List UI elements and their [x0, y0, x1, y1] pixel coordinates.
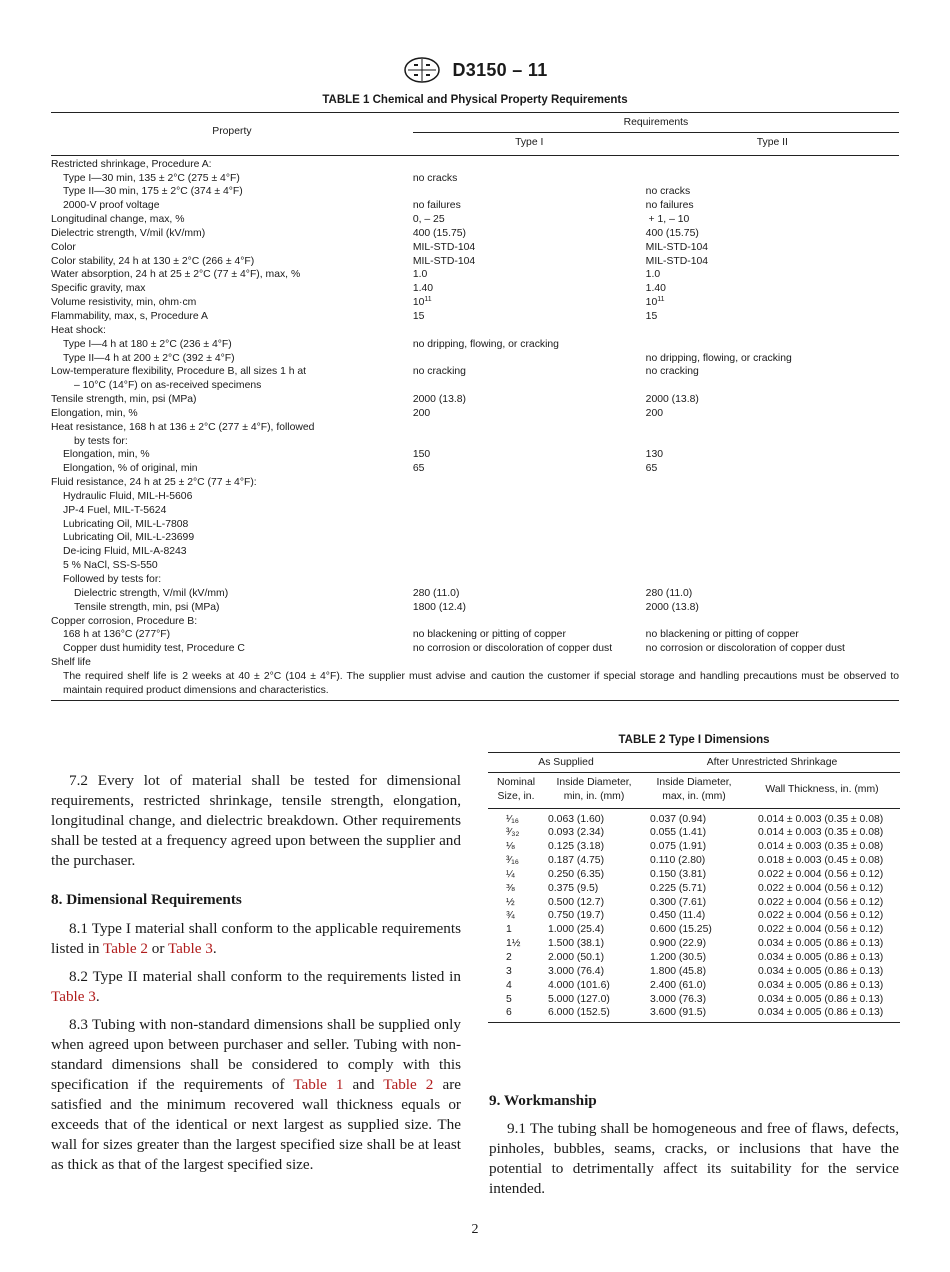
table1-shelf-life-note: The required shelf life is 2 weeks at 40 ± 2°C (104 ± 4°F). The supplier must advise and caution the customer if special storage and handling precautions must be observed to maintain required product dimensions and characteristics.: [51, 670, 899, 700]
table1-cell-type2: no dripping, flowing, or cracking: [645, 352, 792, 364]
right-column: [489, 1091, 899, 1199]
table1-cell-type2: [646, 421, 899, 435]
table2-cell-wall: 0.014 ± 0.003 (0.35 ± 0.08): [758, 827, 884, 839]
table2-cell-id-max: 1.800 (45.8): [650, 965, 707, 977]
table1-cell-type2: [646, 490, 899, 504]
table1-cell-type1: 0, – 25: [412, 214, 445, 226]
table1-cell-type1: 200: [412, 407, 431, 419]
table1-cell-type1: [413, 559, 646, 573]
table2-cell-wall: 0.014 ± 0.003 (0.35 ± 0.08): [758, 841, 884, 853]
paragraph-8-3: 8.3 Tubing with non-standard dimensions shall be supplied only when agreed upon between purchaser and seller. Tubing with non-standard dimensions shall be considered to comply with this specification if the requirements of Table 1 and Table 2 are satisfied and the minimum recovered wall thickness equals or exceeds that of the identical or next largest as supplied size. The wall for sizes greater than the largest specified size shall be at least as thick as that of the largest specified size.: [51, 1016, 461, 1173]
table2-cell-id-max: 0.450 (11.4): [650, 910, 706, 922]
table1-cell-property: – 10°C (14°F) on as-received specimens: [74, 380, 262, 392]
table1-cell-type2: no cracking: [645, 366, 699, 378]
table1-row: [51, 199, 899, 213]
table1-cell-property: Flammability, max, s, Procedure A: [51, 310, 208, 322]
table2-row: [488, 993, 900, 1007]
table1-cell-type1: no dripping, flowing, or cracking: [412, 338, 559, 350]
table2-row: [488, 937, 900, 951]
table1-cell-property: De-icing Fluid, MIL-A-8243: [63, 546, 187, 558]
table2-row: [488, 909, 900, 923]
table2-cell-size: ⅜: [506, 882, 515, 894]
table1-cell-type1: [413, 352, 646, 366]
table1-row: [51, 573, 899, 587]
table1-header-property: Property: [51, 113, 413, 152]
table1-cell-type2: 2000 (13.8): [645, 394, 699, 406]
table2-link[interactable]: Table 2: [103, 940, 148, 957]
table1-row: [51, 518, 899, 532]
table2-row: [488, 923, 900, 937]
table2-caption: TABLE 2 Type I Dimensions: [618, 734, 770, 746]
table1-row: [51, 255, 899, 269]
table1-row: [51, 642, 899, 656]
left-column: [51, 771, 461, 1175]
table1-cell-property: Copper corrosion, Procedure B:: [51, 615, 198, 627]
table1-header-type2: Type II: [756, 136, 788, 148]
table2-cell-size: 3: [506, 965, 512, 977]
table1-cell-type2: 280 (11.0): [645, 587, 693, 599]
document-designation: D3150 – 11: [452, 59, 548, 80]
paragraph-9-1: 9.1 The tubing shall be homogeneous and free of flaws, defects, pinholes, bubbles, seams, cracks, or inclusions that have the potential to detrimentally affect its suitability for the service intended.: [489, 1120, 899, 1197]
table2-header-inside-max-line1: Inside Diameter,: [656, 776, 732, 788]
table1-cell-type2: [646, 656, 899, 670]
table1-cell-type1: 2000 (13.8): [412, 394, 466, 406]
table1-cell-type2: [646, 172, 899, 186]
table1-cell-type2: 15: [645, 310, 658, 322]
table1-row: [51, 338, 899, 352]
table1-cell-type1: [413, 573, 646, 587]
table2-cell-id-max: 3.000 (76.3): [650, 993, 707, 1005]
table1-cell-type1: no corrosion or discoloration of copper dust: [412, 643, 613, 655]
table1-cell-type1: [413, 155, 646, 171]
table1-cell-type2: 2000 (13.8): [645, 601, 699, 613]
table1-cell-type1: [413, 421, 646, 435]
table2-cell-id-min: 0.125 (3.18): [548, 841, 605, 853]
table1-cell-property: Dielectric strength, V/mil (kV/mm): [51, 227, 206, 239]
table2-row: [488, 979, 900, 993]
table2: [488, 752, 900, 1023]
table2-cell-wall: 0.034 ± 0.005 (0.86 ± 0.13): [758, 938, 884, 950]
table1-cell-property: 168 h at 136°C (277°F): [63, 629, 171, 641]
table1-cell-type1: [413, 379, 646, 393]
table2-row: [488, 965, 900, 979]
table2-cell-id-max: 0.110 (2.80): [650, 855, 706, 867]
table2-cell-size: ⅛: [506, 841, 515, 853]
table2-cell-wall: 0.022 ± 0.004 (0.56 ± 0.12): [758, 924, 884, 936]
table1-cell-type1: [413, 435, 646, 449]
table1-cell-type2: [646, 435, 899, 449]
table2-row: [488, 868, 900, 882]
table1-header-type1: Type I: [515, 136, 544, 148]
table1-cell-type1: no cracks: [412, 172, 458, 184]
table1-cell-property: Tensile strength, min, psi (MPa): [51, 394, 197, 406]
table2-cell-size: ¹⁄₁₆: [506, 813, 519, 825]
table1-cell-type2: [646, 545, 899, 559]
table3-link[interactable]: Table 3: [51, 988, 96, 1005]
table1-cell-type2: [646, 531, 899, 545]
table1-cell-property: by tests for:: [74, 435, 128, 447]
page-number: 2: [471, 1222, 479, 1237]
table1: [51, 112, 899, 701]
table1-row: [51, 379, 899, 393]
table1-row: [51, 268, 899, 282]
table1-cell-type2: [646, 504, 899, 518]
table1-cell-property: Heat resistance, 168 h at 136 ± 2°C (277 ± 4°F), followed: [51, 421, 315, 433]
table2-cell-wall: 0.034 ± 0.005 (0.86 ± 0.13): [758, 951, 884, 963]
table1-cell-property: Water absorption, 24 h at 25 ± 2°C (77 ± 4°F), max, %: [51, 269, 301, 281]
table2-cell-size: 6: [506, 1007, 512, 1019]
table1-cell-type1: [413, 490, 646, 504]
table1-cell-type2: [646, 476, 899, 490]
table1-row: [51, 324, 899, 338]
table2-cell-wall: 0.034 ± 0.005 (0.86 ± 0.13): [758, 965, 884, 977]
paragraph-7-2: 7.2 Every lot of material shall be tested for dimensional requirements, restricted shrinkage, tensile strength, elongation, longitudinal change, and dielectric breakdown. Other requirements shall be tested at a frequency agreed upon between the supplier and the purchaser.: [51, 772, 461, 869]
table2-cell-id-min: 5.000 (127.0): [548, 993, 610, 1005]
table2-row: [488, 882, 900, 896]
table1-cell-type1: no cracking: [412, 366, 466, 378]
table1-row: [51, 587, 899, 601]
table1-header-requirements: Requirements: [413, 113, 899, 133]
table2-cell-wall: 0.022 ± 0.004 (0.56 ± 0.12): [758, 882, 884, 894]
table1-cell-type2: no cracks: [645, 186, 691, 198]
table1-cell-type2: [646, 338, 899, 352]
table2-cell-id-max: 0.300 (7.61): [650, 896, 707, 908]
table1-cell-property: Heat shock:: [51, 324, 106, 336]
table1-row: [51, 462, 899, 476]
table1-cell-property: Specific gravity, max: [51, 283, 146, 295]
table1-cell-type2: + 1, – 10: [645, 214, 690, 226]
table1-cell-type2: 200: [645, 407, 664, 419]
table2-cell-size: 1½: [506, 938, 521, 950]
table2-header-nominal-line2: Size, in.: [497, 790, 535, 802]
table1-cell-property: Volume resistivity, min, ohm·cm: [51, 297, 197, 309]
table2-cell-id-max: 0.075 (1.91): [650, 841, 707, 853]
table2-cell-id-max: 0.037 (0.94): [650, 813, 707, 825]
table2-header-inside-min: [544, 772, 644, 808]
table2-row: [488, 951, 900, 965]
table1-row: [51, 628, 899, 642]
table2-header-inside-max-line2: max, in. (mm): [662, 790, 726, 802]
table1-cell-type1: [413, 656, 646, 670]
paragraph-8-1: 8.1 Type I material shall conform to the applicable requirements listed in Table 2 or Table 3.: [51, 920, 461, 957]
table1-row: [51, 241, 899, 255]
table1-cell-type2: [646, 324, 899, 338]
section-8-heading: 8. Dimensional Requirements: [51, 891, 242, 908]
table2-cell-id-min: 3.000 (76.4): [548, 965, 605, 977]
table1-cell-property: Copper dust humidity test, Procedure C: [63, 643, 245, 655]
paragraph-8-2: 8.2 Type II material shall conform to the requirements listed in Table 3.: [51, 968, 461, 1005]
table2-cell-id-max: 3.600 (91.5): [650, 1007, 707, 1019]
table1-cell-type1: 65: [412, 463, 425, 475]
table1-cell-type2: no corrosion or discoloration of copper dust: [645, 643, 845, 655]
table1-cell-type1: 280 (11.0): [412, 587, 460, 599]
table1-cell-type1: [413, 545, 646, 559]
page-header: [0, 56, 950, 84]
table2-cell-id-min: 0.063 (1.60): [548, 813, 605, 825]
table1-row: [51, 407, 899, 421]
table2-header-nominal: [488, 772, 544, 808]
table1-cell-type1: [413, 504, 646, 518]
table2-cell-id-max: 1.200 (30.5): [650, 951, 707, 963]
table1-link[interactable]: Table 1: [293, 1076, 344, 1093]
table2-cell-id-min: 0.250 (6.35): [548, 868, 605, 880]
table2-cell-id-max: 2.400 (61.0): [650, 979, 707, 991]
table1-row: [51, 531, 899, 545]
table1-cell-property: Tensile strength, min, psi (MPa): [74, 601, 220, 613]
table1-cell-property: Type II—30 min, 175 ± 2°C (374 ± 4°F): [63, 186, 243, 198]
table1-cell-property: Elongation, min, %: [63, 449, 150, 461]
table1-cell-type2: [646, 155, 899, 171]
table1-row: [51, 296, 899, 310]
table1-cell-type1: [413, 518, 646, 532]
table1-cell-type1: 15: [412, 310, 425, 322]
table1-cell-property: JP-4 Fuel, MIL-T-5624: [63, 504, 167, 516]
table2-cell-id-min: 4.000 (101.6): [548, 979, 610, 991]
table2-row: [488, 826, 900, 840]
table1-row: [51, 545, 899, 559]
table2-cell-size: 4: [506, 979, 512, 991]
table2-cell-id-min: 1.000 (25.4): [548, 924, 605, 936]
table1-cell-property: Low-temperature flexibility, Procedure B, all sizes 1 h at: [51, 366, 307, 378]
table1-cell-property: Color: [51, 241, 76, 253]
table2-header-inside-min-line2: min, in. (mm): [563, 790, 625, 802]
table2-row: [488, 813, 900, 827]
table2-cell-wall: 0.022 ± 0.004 (0.56 ± 0.12): [758, 910, 884, 922]
table2-cell-id-min: 0.500 (12.7): [548, 896, 605, 908]
table2-group-as-supplied: As Supplied: [488, 753, 644, 773]
table1-cell-type2: [646, 559, 899, 573]
table1-row: [51, 559, 899, 573]
table2-cell-wall: 0.018 ± 0.003 (0.45 ± 0.08): [758, 855, 884, 867]
table1-cell-type2: 1.40: [645, 283, 666, 295]
table1-row: [51, 213, 899, 227]
table1-row: [51, 393, 899, 407]
table2-row: [488, 854, 900, 868]
table2-link[interactable]: Table 2: [383, 1076, 434, 1093]
table1-row: [51, 352, 899, 366]
table1-row: [51, 448, 899, 462]
astm-logo-icon: [402, 56, 442, 84]
table2-cell-wall: 0.034 ± 0.005 (0.86 ± 0.13): [758, 979, 884, 991]
table2-row: [488, 1006, 900, 1020]
table1-cell-property: Hydraulic Fluid, MIL-H-5606: [63, 490, 193, 502]
table2-cell-id-max: 0.150 (3.81): [650, 868, 707, 880]
table2-cell-wall: 0.022 ± 0.004 (0.56 ± 0.12): [758, 868, 884, 880]
table2-cell-id-min: 6.000 (152.5): [548, 1007, 610, 1019]
table1-row: [51, 185, 899, 199]
table1-cell-type2: 65: [645, 463, 658, 475]
table1-cell-type2: 130: [645, 449, 664, 461]
table1-row: [51, 155, 899, 171]
table1-cell-property: 5 % NaCl, SS-S-550: [63, 560, 158, 572]
table2-cell-id-min: 2.000 (50.1): [548, 951, 605, 963]
table1-cell-property: Followed by tests for:: [63, 574, 162, 585]
table1-cell-property: Restricted shrinkage, Procedure A:: [51, 158, 212, 170]
table2-cell-size: ¼: [506, 868, 515, 880]
table1-cell-type1: [413, 476, 646, 490]
table2-body: [488, 813, 900, 1021]
table2-cell-size: ³⁄₁₆: [506, 855, 519, 867]
table2-header-inside-min-line1: Inside Diameter,: [556, 776, 632, 788]
table1-cell-type1: [413, 324, 646, 338]
table1-cell-type2: $10^{11}$: [645, 296, 665, 309]
table1-row: [51, 656, 899, 670]
table2-cell-id-min: 0.375 (9.5): [548, 882, 599, 894]
table1-cell-property: Lubricating Oil, MIL-L-7808: [63, 518, 189, 530]
table1-cell-property: Fluid resistance, 24 h at 25 ± 2°C (77 ± 4°F):: [51, 477, 257, 489]
table2-row: [488, 896, 900, 910]
table1-cell-property: Type II—4 h at 200 ± 2°C (392 ± 4°F): [63, 352, 235, 364]
table1-cell-type1: [413, 185, 646, 199]
table1-cell-type1: MIL-STD-104: [412, 241, 476, 253]
table1-cell-type1: $10^{11}$: [412, 296, 432, 309]
table2-row: [488, 840, 900, 854]
table1-row: [51, 172, 899, 186]
table2-cell-id-min: 1.500 (38.1): [548, 938, 605, 950]
table1-row: [51, 421, 899, 435]
table2-cell-id-max: 0.055 (1.41): [650, 827, 707, 839]
table1-cell-type2: [646, 518, 899, 532]
table1-cell-type1: [413, 531, 646, 545]
table2-cell-size: 1: [506, 924, 512, 936]
table1-cell-property: Lubricating Oil, MIL-L-23699: [63, 532, 195, 544]
table1-cell-type2: 1.0: [645, 269, 661, 281]
table1-row: [51, 601, 899, 615]
table1-row: [51, 310, 899, 324]
table2-cell-id-max: 0.225 (5.71): [650, 882, 707, 894]
table1-cell-type1: 1.0: [412, 269, 428, 281]
table2-cell-wall: 0.022 ± 0.004 (0.56 ± 0.12): [758, 896, 884, 908]
table1-cell-type2: [646, 573, 899, 587]
table2-header-wall: Wall Thickness, in. (mm): [744, 772, 900, 808]
table1-caption: TABLE 1 Chemical and Physical Property Requirements: [322, 94, 628, 106]
table1-cell-property: Longitudinal change, max, %: [51, 214, 185, 226]
table1-row: [51, 490, 899, 504]
table1-cell-type2: 400 (15.75): [645, 227, 699, 239]
table1-cell-type1: 150: [412, 449, 431, 461]
table1-body: [51, 155, 899, 670]
table1-cell-type2: no failures: [645, 200, 694, 212]
table1-cell-type1: 1800 (12.4): [412, 601, 466, 613]
table1-cell-property: Elongation, min, %: [51, 407, 138, 419]
table2-cell-size: 5: [506, 993, 512, 1005]
table2-cell-size: ½: [506, 896, 515, 908]
table2-cell-size: 2: [506, 951, 512, 963]
table1-cell-property: Color stability, 24 h at 130 ± 2°C (266 ± 4°F): [51, 255, 255, 267]
table1-cell-type2: MIL-STD-104: [645, 241, 709, 253]
table1-cell-type1: [413, 615, 646, 629]
table2-cell-size: ¾: [506, 910, 515, 922]
table2-cell-id-min: 0.187 (4.75): [548, 855, 605, 867]
table2-header-nominal-line1: Nominal: [496, 776, 536, 788]
table2-cell-wall: 0.034 ± 0.005 (0.86 ± 0.13): [758, 1007, 884, 1019]
table1-row: [51, 282, 899, 296]
table2-group-after-shrinkage: After Unrestricted Shrinkage: [644, 753, 900, 773]
table1-cell-type2: no blackening or pitting of copper: [645, 629, 799, 641]
section-9-heading: 9. Workmanship: [489, 1092, 597, 1109]
table1-cell-type1: no failures: [412, 200, 461, 212]
table1-cell-type2: MIL-STD-104: [645, 255, 709, 267]
table1-cell-property: Elongation, % of original, min: [63, 463, 198, 475]
table2-cell-id-min: 0.093 (2.34): [548, 827, 605, 839]
table3-link[interactable]: Table 3: [167, 940, 213, 957]
table2-header-inside-max: [644, 772, 744, 808]
table1-row: [51, 435, 899, 449]
table1-row: [51, 504, 899, 518]
table1-cell-type1: MIL-STD-104: [412, 255, 476, 267]
table1-cell-type1: 400 (15.75): [412, 227, 466, 239]
table2-cell-id-max: 0.900 (22.9): [650, 938, 707, 950]
table1-cell-type1: no blackening or pitting of copper: [412, 629, 566, 641]
table1-cell-property: Type I—30 min, 135 ± 2°C (275 ± 4°F): [63, 172, 240, 184]
table1-cell-property: Shelf life: [51, 657, 91, 669]
table1-row: [51, 615, 899, 629]
table1-row: [51, 227, 899, 241]
table1-cell-type2: [646, 379, 899, 393]
table2-cell-id-max: 0.600 (15.25): [650, 924, 712, 936]
table1-cell-property: Dielectric strength, V/mil (kV/mm): [74, 587, 229, 599]
table1-cell-property: Type I—4 h at 180 ± 2°C (236 ± 4°F): [63, 338, 232, 350]
table2-cell-size: ³⁄₃₂: [506, 827, 520, 839]
table2-cell-id-min: 0.750 (19.7): [548, 910, 605, 922]
table2-cell-wall: 0.034 ± 0.005 (0.86 ± 0.13): [758, 993, 884, 1005]
table1-row: [51, 476, 899, 490]
table1-cell-type2: [646, 615, 899, 629]
table1-row: [51, 365, 899, 379]
table2-cell-wall: 0.014 ± 0.003 (0.35 ± 0.08): [758, 813, 884, 825]
table1-cell-type1: 1.40: [412, 283, 434, 295]
table1-cell-property: 2000-V proof voltage: [63, 200, 160, 212]
